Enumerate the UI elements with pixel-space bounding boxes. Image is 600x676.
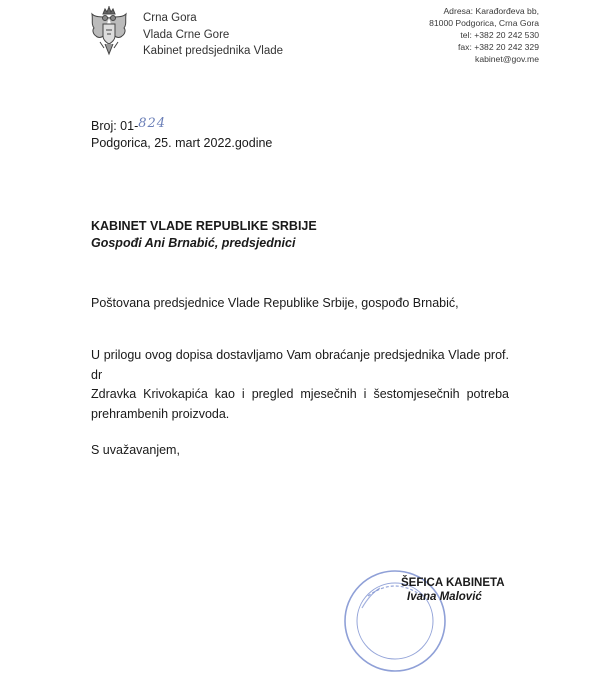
body-line-1: U prilogu ovog dopisa dostavljamo Vam obraćanje predsjednika Vlade prof. dr <box>91 348 509 382</box>
signature-name: Ivana Malović <box>407 591 482 603</box>
contact-email[interactable]: kabinet@gov.me <box>475 54 539 64</box>
body-line-2: Zdravka Krivokapića kao i pregled mjesečnih i šestomjesečnih potreba <box>91 387 509 401</box>
reference-number-handwritten: 824 <box>138 116 167 131</box>
reference-number <box>91 118 272 135</box>
recipient-line-2: Gospođi Ani Brnabić, predsjednici <box>91 236 296 250</box>
signature-title: ŠEFICA KABINETA <box>401 577 505 589</box>
reference-block <box>91 118 272 152</box>
contact-fax: fax: +382 20 242 329 <box>458 42 539 52</box>
closing: S uvažavanjem, <box>91 443 180 457</box>
coat-of-arms-icon <box>88 6 130 58</box>
org-line-cabinet: Kabinet predsjednika Vlade <box>143 45 284 57</box>
recipient-line-1: KABINET VLADE REPUBLIKE SRBIJE <box>91 219 317 233</box>
reference-number-prefix: Broj: 01- <box>91 119 139 133</box>
body-line-3: prehrambenih proizvoda. <box>91 406 230 421</box>
body-paragraph <box>91 346 509 424</box>
org-line-country: Crna Gora <box>143 12 197 24</box>
organization-block <box>143 10 283 60</box>
recipient-block <box>91 218 317 252</box>
contact-block <box>429 5 539 65</box>
contact-city: 81000 Podgorica, Crna Gora <box>429 18 539 28</box>
contact-address: Adresa: Karađorđeva bb, <box>443 6 539 16</box>
org-line-government: Vlada Crne Gore <box>143 28 230 41</box>
contact-phone: tel: +382 20 242 530 <box>460 30 539 40</box>
salutation: Poštovana predsjednice Vlade Republike Srbije, gospođo Brnabić, <box>91 296 459 310</box>
place-date: Podgorica, 25. mart 2022.godine <box>91 136 273 150</box>
